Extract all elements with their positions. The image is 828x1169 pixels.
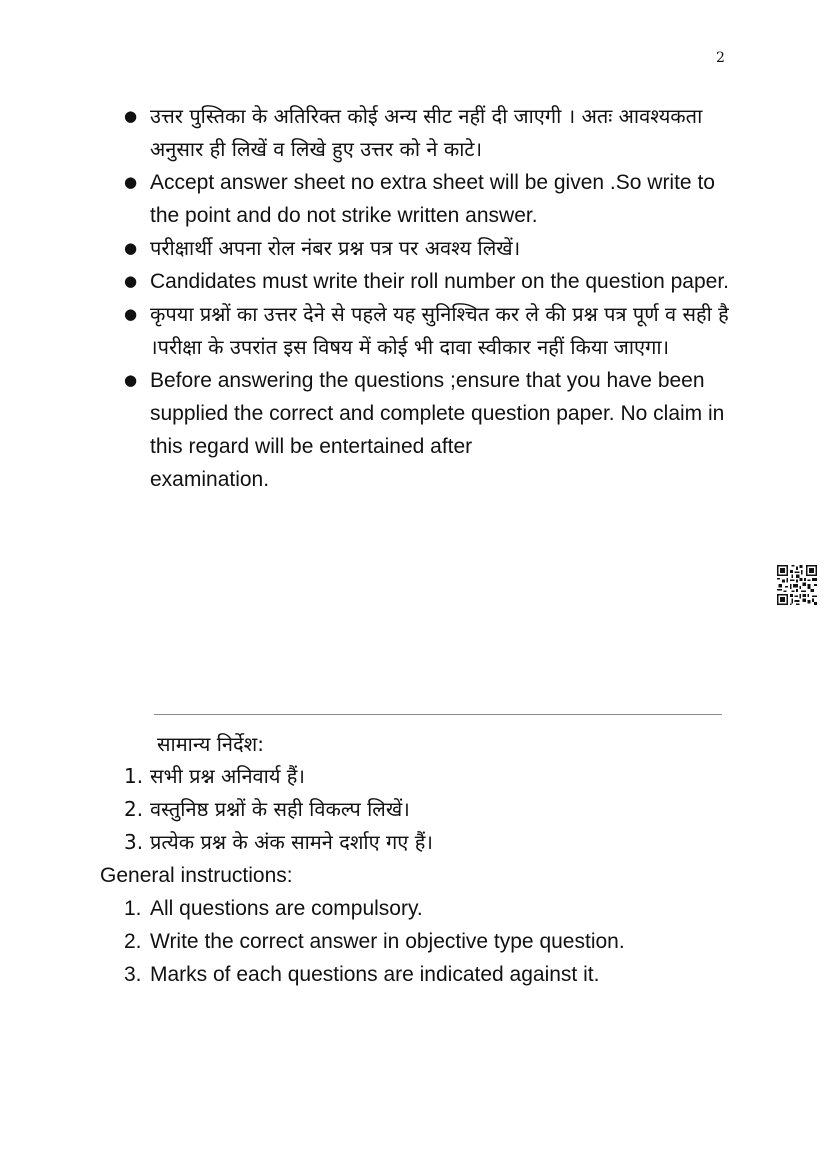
list-item — [124, 760, 764, 793]
list-item — [124, 925, 764, 958]
list-item — [124, 826, 764, 859]
instruction-item — [124, 298, 734, 364]
instruction-item — [124, 232, 734, 265]
general-instructions-heading-hindi: सामान्य निर्देश: — [157, 732, 264, 756]
item-text: Write the correct answer in objective type question. — [150, 930, 625, 953]
instruction-text: परीक्षार्थी अपना रोल नंबर प्रश्न पत्र पर अवश्य लिखें। — [150, 236, 521, 260]
instruction-text: Accept answer sheet no extra sheet will be given .So write to the point and do not strike written answer. — [150, 171, 715, 227]
instruction-item — [124, 100, 734, 166]
instruction-text: Before answering the questions ;ensure that you have been supplied the correct and complete question paper. No claim in this regard will be entertained after — [150, 369, 725, 458]
item-number: 1. — [124, 897, 142, 920]
instruction-item — [124, 364, 734, 496]
instruction-text: कृपया प्रश्नों का उत्तर देने से पहले यह सुनिश्चित कर ले की प्रश्न पत्र पूर्ण व सही है ।परीक्षा के उपरांत इस विषय में कोई भी दावा स्वीकार नहीं किया जाएगा। — [150, 302, 729, 359]
general-instructions-list — [124, 892, 764, 991]
item-number: 3. — [124, 963, 142, 986]
item-text: वस्तुनिष्ठ प्रश्नों के सही विकल्प लिखें। — [150, 797, 410, 821]
instruction-item — [124, 166, 734, 232]
item-number: 1. — [124, 764, 144, 788]
list-item — [124, 892, 764, 925]
item-number: 3. — [124, 830, 144, 854]
general-instructions-list-hindi — [124, 760, 764, 859]
list-item — [124, 793, 764, 826]
instruction-text-tail: examination. — [150, 468, 270, 491]
section-divider — [154, 714, 722, 715]
item-text: Marks of each questions are indicated against it. — [150, 963, 600, 986]
instruction-item — [124, 265, 734, 298]
instruction-text: उत्तर पुस्तिका के अतिरिक्त कोई अन्य सीट नहीं दी जाएगी । अतः आवश्यकता अनुसार ही लिखें व लिखे हुए उत्तर को ने काटे। — [150, 104, 703, 161]
list-item — [124, 958, 764, 991]
instruction-text: Candidates must write their roll number on the question paper. — [150, 270, 729, 293]
item-text: प्रत्येक प्रश्न के अंक सामने दर्शाए गए हैं। — [150, 830, 433, 854]
item-number: 2. — [124, 930, 142, 953]
instruction-list — [124, 100, 734, 496]
page-number: 2 — [716, 50, 725, 66]
item-number: 2. — [124, 797, 144, 821]
item-text: All questions are compulsory. — [150, 897, 423, 920]
qr-code-icon — [777, 565, 817, 605]
general-instructions-heading: General instructions: — [100, 864, 293, 887]
item-text: सभी प्रश्न अनिवार्य हैं। — [150, 764, 306, 788]
